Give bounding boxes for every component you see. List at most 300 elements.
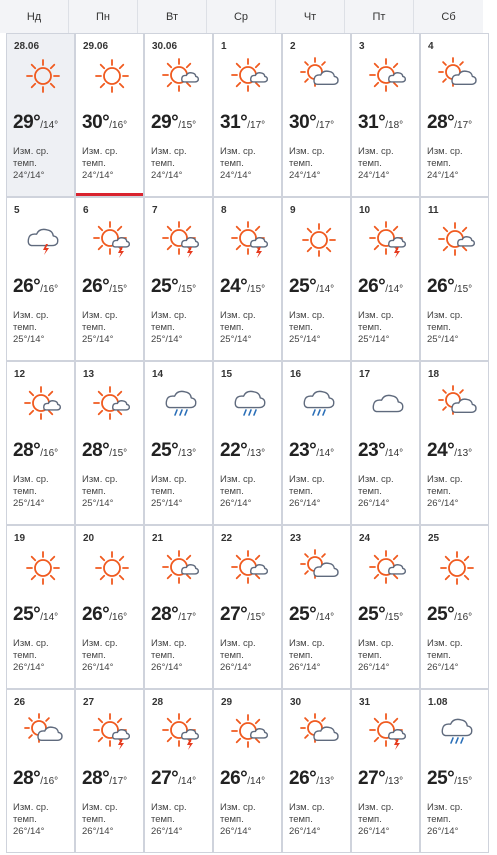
temp-min: /14°	[316, 448, 335, 459]
temp-max: 28°	[13, 768, 41, 789]
day-date: 2	[290, 41, 296, 52]
day-cell[interactable]	[75, 689, 144, 853]
avg-value: 25°/14°	[82, 498, 114, 509]
day-date: 15	[221, 369, 233, 380]
avg-value: 24°/14°	[427, 170, 459, 181]
avg-value: 26°/14°	[289, 498, 321, 509]
temp-min: /14°	[316, 612, 335, 623]
avg-label-2: темп.	[427, 158, 451, 169]
avg-value: 26°/14°	[220, 662, 252, 673]
temp-max: 27°	[358, 768, 386, 789]
avg-label-2: темп.	[13, 158, 37, 169]
temperature	[358, 440, 403, 462]
avg-value: 24°/14°	[358, 170, 390, 181]
sun-thunderstorm-icon	[159, 712, 203, 752]
temp-min: /17°	[178, 612, 197, 623]
avg-label-2: темп.	[289, 814, 313, 825]
temp-max: 25°	[151, 276, 179, 297]
average-temp	[289, 638, 351, 674]
week-row	[6, 197, 493, 361]
avg-value: 25°/14°	[13, 334, 45, 345]
avg-value: 26°/14°	[358, 662, 390, 673]
avg-label-2: темп.	[151, 486, 175, 497]
day-date: 29	[221, 697, 233, 708]
temperature	[358, 604, 403, 626]
average-temp	[358, 802, 420, 838]
temperature	[427, 112, 472, 134]
avg-label: Изм. ср.	[289, 310, 325, 321]
day-cell[interactable]	[6, 525, 75, 689]
average-temp	[151, 310, 213, 346]
temp-min: /13°	[454, 448, 473, 459]
day-date: 20	[83, 533, 95, 544]
day-cell[interactable]	[144, 361, 213, 525]
weekday-fri: Пт	[345, 0, 414, 33]
avg-value: 25°/14°	[220, 334, 252, 345]
temp-max: 28°	[151, 604, 179, 625]
temperature	[427, 276, 472, 298]
temp-max: 28°	[82, 440, 110, 461]
day-cell[interactable]	[420, 197, 489, 361]
average-temp	[82, 802, 144, 838]
day-grid	[6, 33, 493, 853]
temp-max: 26°	[13, 276, 41, 297]
avg-label: Изм. ср.	[358, 310, 394, 321]
sun-thunderstorm-icon	[90, 712, 134, 752]
sun-thunderstorm-icon	[90, 220, 134, 260]
avg-label: Изм. ср.	[220, 474, 256, 485]
temperature	[151, 604, 196, 626]
day-cell[interactable]	[351, 33, 420, 197]
day-cell[interactable]	[75, 361, 144, 525]
temp-min: /14°	[385, 284, 404, 295]
avg-label-2: темп.	[220, 814, 244, 825]
average-temp	[289, 146, 351, 182]
temp-min: /13°	[316, 776, 335, 787]
avg-label: Изм. ср.	[82, 310, 118, 321]
temperature	[82, 768, 127, 790]
sun-thunderstorm-icon	[366, 220, 410, 260]
sun-cloud-icon	[159, 56, 203, 96]
average-temp	[358, 474, 420, 510]
temp-max: 30°	[289, 112, 317, 133]
day-cell[interactable]	[144, 33, 213, 197]
average-temp	[289, 310, 351, 346]
day-date: 10	[359, 205, 371, 216]
rain-icon	[159, 384, 203, 424]
avg-label-2: темп.	[151, 322, 175, 333]
average-temp	[358, 310, 420, 346]
avg-value: 24°/14°	[13, 170, 45, 181]
average-temp	[151, 638, 213, 674]
avg-label-2: темп.	[220, 650, 244, 661]
temperature	[151, 768, 196, 790]
temp-max: 24°	[427, 440, 455, 461]
temperature	[358, 112, 403, 134]
avg-value: 26°/14°	[13, 826, 45, 837]
day-date: 23	[290, 533, 302, 544]
temp-max: 26°	[220, 768, 248, 789]
temp-min: /16°	[109, 120, 128, 131]
temp-min: /16°	[109, 612, 128, 623]
avg-value: 24°/14°	[289, 170, 321, 181]
sun-cloud-icon	[366, 56, 410, 96]
day-date: 31	[359, 697, 371, 708]
day-cell[interactable]	[6, 689, 75, 853]
temp-max: 25°	[13, 604, 41, 625]
temp-max: 28°	[13, 440, 41, 461]
avg-value: 26°/14°	[82, 826, 114, 837]
avg-label: Изм. ср.	[358, 638, 394, 649]
average-temp	[13, 474, 75, 510]
temp-min: /13°	[247, 448, 266, 459]
avg-label: Изм. ср.	[82, 146, 118, 157]
sun-icon	[435, 548, 479, 588]
partly-cloudy-icon	[297, 548, 341, 588]
avg-value: 26°/14°	[151, 662, 183, 673]
day-cell[interactable]	[420, 525, 489, 689]
day-date: 5	[14, 205, 20, 216]
day-cell[interactable]	[75, 525, 144, 689]
temp-min: /14°	[247, 776, 266, 787]
avg-value: 25°/14°	[13, 498, 45, 509]
temp-min: /16°	[40, 448, 59, 459]
avg-label: Изм. ср.	[289, 474, 325, 485]
weekday-tue: Вт	[138, 0, 207, 33]
sun-icon	[21, 548, 65, 588]
temp-max: 25°	[427, 768, 455, 789]
day-date: 1.08	[428, 697, 448, 708]
temp-min: /17°	[247, 120, 266, 131]
day-date: 24	[359, 533, 371, 544]
temperature	[427, 768, 472, 790]
day-cell[interactable]	[75, 197, 144, 361]
sun-cloud-icon	[159, 548, 203, 588]
avg-label-2: темп.	[13, 650, 37, 661]
avg-label-2: темп.	[220, 158, 244, 169]
temp-max: 26°	[358, 276, 386, 297]
avg-label-2: темп.	[289, 486, 313, 497]
temp-min: /16°	[40, 776, 59, 787]
temp-max: 23°	[358, 440, 386, 461]
avg-value: 25°/14°	[358, 334, 390, 345]
week-row	[6, 361, 493, 525]
partly-cloudy-icon	[435, 56, 479, 96]
week-row	[6, 689, 493, 853]
average-temp	[13, 802, 75, 838]
avg-label: Изм. ср.	[220, 146, 256, 157]
sun-icon	[21, 56, 65, 96]
sun-cloud-icon	[435, 220, 479, 260]
average-temp	[13, 310, 75, 346]
temp-max: 25°	[358, 604, 386, 625]
weekday-header	[0, 0, 497, 33]
avg-value: 26°/14°	[289, 662, 321, 673]
day-date: 28	[152, 697, 164, 708]
day-cell[interactable]	[351, 689, 420, 853]
day-cell[interactable]	[420, 33, 489, 197]
temp-min: /17°	[316, 120, 335, 131]
avg-value: 26°/14°	[427, 826, 459, 837]
day-date: 11	[428, 205, 439, 216]
avg-value: 26°/14°	[427, 662, 459, 673]
temperature	[427, 440, 472, 462]
day-date: 18	[428, 369, 440, 380]
temp-min: /15°	[247, 612, 266, 623]
temp-min: /15°	[247, 284, 266, 295]
avg-value: 25°/14°	[427, 334, 459, 345]
avg-label: Изм. ср.	[151, 474, 187, 485]
temperature	[13, 604, 58, 626]
temp-min: /17°	[109, 776, 128, 787]
avg-value: 26°/14°	[82, 662, 114, 673]
partly-cloudy-icon	[21, 712, 65, 752]
day-cell[interactable]	[213, 33, 282, 197]
day-cell[interactable]	[6, 33, 75, 197]
avg-label-2: темп.	[358, 158, 382, 169]
temperature	[289, 276, 334, 298]
sun-thunderstorm-icon	[159, 220, 203, 260]
average-temp	[220, 474, 282, 510]
avg-value: 25°/14°	[151, 498, 183, 509]
temperature	[220, 276, 265, 298]
average-temp	[358, 638, 420, 674]
sun-icon	[90, 548, 134, 588]
avg-value: 26°/14°	[358, 826, 390, 837]
temp-min: /15°	[178, 120, 197, 131]
day-cell[interactable]	[213, 689, 282, 853]
avg-label-2: темп.	[358, 814, 382, 825]
avg-label: Изм. ср.	[427, 638, 463, 649]
temperature	[13, 276, 58, 298]
temperature	[220, 604, 265, 626]
avg-label: Изм. ср.	[289, 638, 325, 649]
day-cell[interactable]	[282, 33, 351, 197]
day-date: 25	[428, 533, 440, 544]
avg-value: 24°/14°	[151, 170, 183, 181]
avg-label-2: темп.	[358, 322, 382, 333]
temperature	[13, 768, 58, 790]
avg-label: Изм. ср.	[427, 474, 463, 485]
avg-label: Изм. ср.	[13, 802, 49, 813]
avg-label-2: темп.	[82, 322, 106, 333]
temperature	[151, 440, 196, 462]
avg-label-2: темп.	[358, 650, 382, 661]
avg-label: Изм. ср.	[220, 638, 256, 649]
day-cell[interactable]	[420, 689, 489, 853]
sun-cloud-icon	[90, 384, 134, 424]
day-cell[interactable]	[282, 197, 351, 361]
avg-value: 25°/14°	[289, 334, 321, 345]
day-cell[interactable]	[144, 197, 213, 361]
temperature	[82, 440, 127, 462]
day-date: 16	[290, 369, 302, 380]
day-date: 19	[14, 533, 26, 544]
temp-min: /15°	[178, 284, 197, 295]
avg-value: 26°/14°	[220, 826, 252, 837]
sun-thunderstorm-icon	[366, 712, 410, 752]
temp-min: /16°	[454, 612, 473, 623]
avg-label: Изм. ср.	[289, 802, 325, 813]
temp-min: /15°	[454, 284, 473, 295]
avg-label: Изм. ср.	[151, 638, 187, 649]
temp-max: 25°	[289, 276, 317, 297]
day-cell[interactable]	[213, 361, 282, 525]
average-temp	[289, 802, 351, 838]
sun-cloud-icon	[228, 548, 272, 588]
temperature	[358, 276, 403, 298]
avg-label-2: темп.	[220, 322, 244, 333]
avg-label: Изм. ср.	[82, 474, 118, 485]
day-cell[interactable]	[213, 525, 282, 689]
avg-label: Изм. ср.	[358, 146, 394, 157]
temperature	[427, 604, 472, 626]
day-cell[interactable]	[144, 525, 213, 689]
average-temp	[82, 310, 144, 346]
temperature	[289, 440, 334, 462]
thunderstorm-icon	[21, 220, 65, 260]
avg-label-2: темп.	[289, 650, 313, 661]
day-cell[interactable]	[282, 525, 351, 689]
day-cell[interactable]	[351, 361, 420, 525]
average-temp	[427, 310, 489, 346]
avg-value: 26°/14°	[220, 498, 252, 509]
average-temp	[427, 802, 489, 838]
temp-min: /15°	[109, 284, 128, 295]
temperature	[151, 112, 196, 134]
avg-label-2: темп.	[13, 486, 37, 497]
avg-label: Изм. ср.	[151, 802, 187, 813]
partly-cloudy-icon	[297, 56, 341, 96]
day-cell[interactable]	[213, 197, 282, 361]
avg-label: Изм. ср.	[13, 310, 49, 321]
temp-max: 24°	[220, 276, 248, 297]
avg-label: Изм. ср.	[13, 146, 49, 157]
temp-min: /14°	[385, 448, 404, 459]
avg-label-2: темп.	[82, 650, 106, 661]
avg-value: 26°/14°	[427, 498, 459, 509]
day-date: 7	[152, 205, 158, 216]
sun-cloud-icon	[366, 548, 410, 588]
sun-cloud-icon	[228, 712, 272, 752]
sun-icon	[297, 220, 341, 260]
temp-min: /14°	[178, 776, 197, 787]
average-temp	[82, 146, 144, 182]
day-cell[interactable]	[6, 361, 75, 525]
sun-cloud-icon	[228, 56, 272, 96]
average-temp	[13, 638, 75, 674]
avg-label: Изм. ср.	[220, 802, 256, 813]
temp-min: /14°	[316, 284, 335, 295]
day-cell[interactable]	[351, 525, 420, 689]
avg-value: 26°/14°	[151, 826, 183, 837]
cloud-icon	[366, 384, 410, 424]
day-cell[interactable]	[6, 197, 75, 361]
avg-label-2: темп.	[82, 814, 106, 825]
day-date: 27	[83, 697, 95, 708]
day-date: 6	[83, 205, 89, 216]
avg-value: 26°/14°	[289, 826, 321, 837]
average-temp	[220, 802, 282, 838]
temperature	[289, 112, 334, 134]
average-temp	[427, 638, 489, 674]
avg-label-2: темп.	[82, 486, 106, 497]
temp-max: 22°	[220, 440, 248, 461]
average-temp	[427, 146, 489, 182]
temp-max: 28°	[427, 112, 455, 133]
temp-max: 25°	[289, 604, 317, 625]
average-temp	[82, 474, 144, 510]
avg-value: 26°/14°	[13, 662, 45, 673]
day-cell[interactable]	[282, 689, 351, 853]
partly-cloudy-icon	[297, 712, 341, 752]
day-date: 3	[359, 41, 365, 52]
avg-value: 24°/14°	[220, 170, 252, 181]
day-date: 1	[221, 41, 227, 52]
temperature	[13, 440, 58, 462]
average-temp	[13, 146, 75, 182]
avg-label-2: темп.	[13, 814, 37, 825]
temp-max: 25°	[427, 604, 455, 625]
temp-min: /16°	[40, 284, 59, 295]
avg-label-2: темп.	[289, 322, 313, 333]
weekday-sun: Нд	[0, 0, 69, 33]
avg-label: Изм. ср.	[151, 146, 187, 157]
average-temp	[220, 638, 282, 674]
day-cell[interactable]	[75, 33, 144, 197]
average-temp	[289, 474, 351, 510]
weekday-thu: Чт	[276, 0, 345, 33]
weekday-wed: Ср	[207, 0, 276, 33]
avg-label: Изм. ср.	[151, 310, 187, 321]
avg-label: Изм. ср.	[82, 802, 118, 813]
day-cell[interactable]	[420, 361, 489, 525]
temperature	[82, 276, 127, 298]
day-date: 8	[221, 205, 227, 216]
avg-label: Изм. ср.	[427, 310, 463, 321]
temp-min: /15°	[454, 776, 473, 787]
avg-value: 25°/14°	[151, 334, 183, 345]
day-cell[interactable]	[351, 197, 420, 361]
avg-label: Изм. ср.	[82, 638, 118, 649]
day-date: 30.06	[152, 41, 178, 52]
day-date: 17	[359, 369, 371, 380]
temp-max: 25°	[151, 440, 179, 461]
temp-max: 30°	[82, 112, 110, 133]
temp-max: 28°	[82, 768, 110, 789]
day-cell[interactable]	[144, 689, 213, 853]
temperature	[289, 604, 334, 626]
rain-icon	[297, 384, 341, 424]
avg-value: 25°/14°	[82, 334, 114, 345]
week-row	[6, 525, 493, 689]
weekday-mon: Пн	[69, 0, 138, 33]
avg-label: Изм. ср.	[13, 474, 49, 485]
avg-label-2: темп.	[82, 158, 106, 169]
avg-label-2: темп.	[13, 322, 37, 333]
temperature	[151, 276, 196, 298]
weekday-sat: Сб	[414, 0, 483, 33]
day-date: 29.06	[83, 41, 109, 52]
day-date: 28.06	[14, 41, 40, 52]
temperature	[82, 604, 127, 626]
average-temp	[220, 146, 282, 182]
average-temp	[151, 474, 213, 510]
day-cell[interactable]	[282, 361, 351, 525]
avg-value: 24°/14°	[82, 170, 114, 181]
day-date: 22	[221, 533, 233, 544]
week-row	[6, 33, 493, 197]
